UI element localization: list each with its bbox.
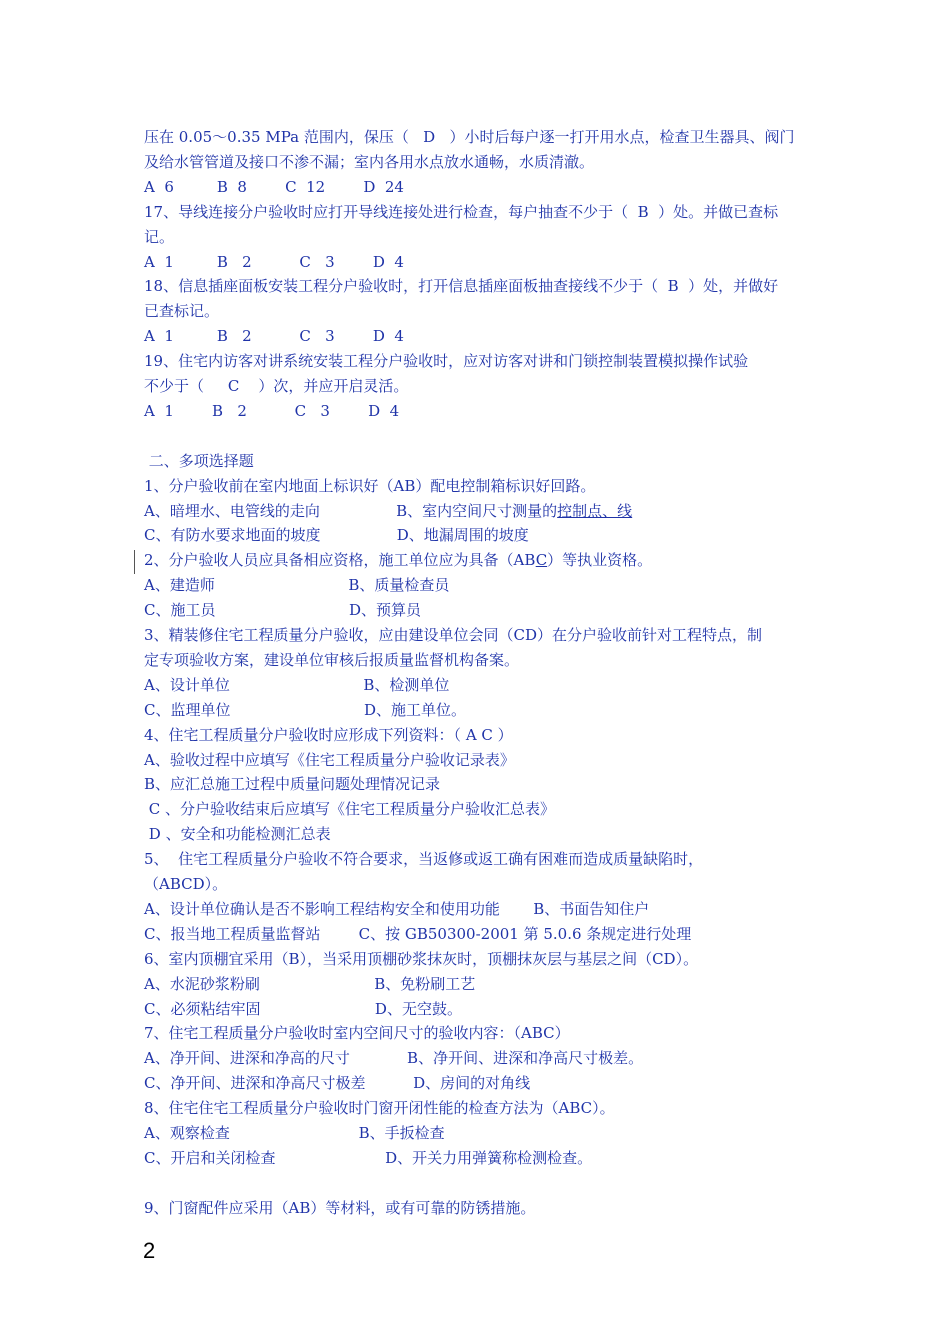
text-segment: 19、住宅内访客对讲系统安装工程分户验收时，应对访客对讲和门锁控制装置模拟操作试验 — [144, 352, 749, 371]
text-line — [144, 250, 814, 275]
text-segment: 6、室内顶棚宜采用（B），当采用顶棚砂浆抹灰时，顶棚抹灰层与基层之间（CD）。 — [144, 949, 699, 968]
text-line — [144, 648, 814, 673]
text-segment: （ABCD）。 — [144, 875, 228, 893]
text-line — [144, 947, 814, 972]
text-segment: 18、信息插座面板安装工程分户验收时，打开信息插座面板抽查接线不少于（ B ）处，并做好 — [144, 277, 779, 296]
text-line — [144, 922, 814, 947]
text-line — [144, 523, 814, 548]
text-segment: A、设计单位 B、检测单位 — [144, 675, 450, 694]
text-line — [144, 274, 814, 299]
text-segment: C 、分户验收结束后应填写《住宅工程质量分户验收汇总表》 — [144, 800, 556, 819]
text-segment: 二、多项选择题 — [144, 451, 254, 470]
text-line — [144, 1021, 814, 1046]
text-segment: A 6 B 8 C 12 D 24 — [144, 177, 404, 196]
text-segment: C、开启和关闭检查 D、开关力用弹簧称检测检查。 — [144, 1148, 593, 1167]
text-segment: A、水泥砂浆粉刷 B、免粉刷工艺 — [144, 974, 476, 993]
text-line — [144, 623, 814, 648]
text-line — [144, 499, 814, 524]
text-line — [144, 822, 814, 847]
text-line — [144, 225, 814, 250]
text-segment: 2、分户验收人员应具备相应资格，施工单位应为具备（AB — [144, 551, 536, 570]
page-number: 2 — [143, 1238, 156, 1263]
text-segment: A、净开间、进深和净高的尺寸 B、净开间、进深和净高尺寸极差。 — [144, 1049, 644, 1068]
text-line — [144, 548, 814, 573]
text-segment: C、监理单位 D、施工单位。 — [144, 700, 467, 719]
text-segment: 3、精装修住宅工程质量分户验收，应由建设单位会同（CD）在分户验收前针对工程特点，制 — [144, 626, 763, 644]
text-segment: 8、住宅住宅工程质量分户验收时门窗开闭性能的检查方法为（ABC）。 — [144, 1099, 615, 1118]
text-segment: 9、门窗配件应采用（AB）等材料，或有可靠的防锈措施。 — [144, 1198, 536, 1217]
text-line — [144, 1071, 814, 1096]
text-segment: 17、导线连接分户验收时应打开导线连接处进行检查，每户抽查不少于（ B ）处。并做已查标 — [144, 202, 779, 221]
text-segment: A 1 B 2 C 3 D 4 — [144, 401, 400, 420]
text-line — [144, 399, 814, 424]
text-segment: A、观察检查 B、手扳检查 — [144, 1124, 445, 1142]
text-line — [144, 972, 814, 997]
text-line — [144, 573, 814, 598]
text-line — [144, 698, 814, 723]
text-line — [144, 175, 814, 200]
text-segment: 记。 — [144, 227, 175, 246]
text-line — [144, 797, 814, 822]
text-segment: A 1 B 2 C 3 D 4 — [144, 252, 404, 271]
text-segment: 压在 0.05～0.35 MPa 范围内，保压（ D ）小时后每户逐一打开用水点，检查卫生器具、阀门 — [144, 128, 795, 146]
text-line — [144, 872, 814, 897]
text-line — [144, 299, 814, 324]
text-line — [144, 150, 814, 175]
text-line — [144, 374, 814, 399]
text-line — [144, 772, 814, 797]
text-line — [144, 1121, 814, 1146]
text-line — [144, 723, 814, 748]
text-segment: A、设计单位确认是否不影响工程结构安全和使用功能 B、书面告知住户 — [144, 899, 650, 918]
text-segment: A、验收过程中应填写《住宅工程质量分户验收记录表》 — [144, 750, 515, 769]
text-line — [144, 673, 814, 698]
text-segment: 不少于（ C ）次，并应开启灵活。 — [144, 377, 409, 395]
text-segment: 定专项验收方案，建设单位审核后报质量监督机构备案。 — [144, 650, 520, 669]
text-line — [144, 748, 814, 773]
text-line — [144, 349, 814, 374]
text-line — [144, 474, 814, 499]
text-line — [144, 1096, 814, 1121]
text-segment: C、必须粘结牢固 D、无空鼓。 — [144, 999, 462, 1018]
text-segment: C、净开间、进深和净高尺寸极差 D、房间的对角线 — [144, 1074, 531, 1093]
underlined-text: C — [535, 551, 548, 570]
text-segment: ）等执业资格。 — [547, 551, 653, 570]
text-segment: 及给水管管道及接口不渗不漏；室内各用水点放水通畅，水质清澈。 — [144, 152, 595, 171]
text-line — [144, 324, 814, 349]
text-segment: D 、安全和功能检测汇总表 — [144, 825, 331, 844]
text-line — [144, 200, 814, 225]
text-line — [144, 449, 814, 474]
text-line — [144, 1046, 814, 1071]
text-segment: 7、住宅工程质量分户验收时室内空间尺寸的验收内容：（ABC） — [144, 1024, 570, 1043]
text-line — [144, 897, 814, 922]
underlined-text: 控制点、线 — [557, 501, 633, 520]
text-line — [144, 1146, 814, 1171]
text-segment: 1、分户验收前在室内地面上标识好（AB）配电控制箱标识好回路。 — [144, 476, 596, 495]
revision-bar — [134, 550, 135, 574]
text-line — [144, 997, 814, 1022]
text-segment: A、建造师 B、质量检查员 — [144, 576, 450, 595]
text-segment: 5、 住宅工程质量分户验收不符合要求，当返修或返工确有困难而造成质量缺陷时， — [144, 850, 704, 869]
text-line — [144, 125, 814, 150]
text-segment: A、暗埋水、电管线的走向 B、室内空间尺寸测量的 — [144, 501, 558, 520]
text-line — [144, 847, 814, 872]
text-segment: A 1 B 2 C 3 D 4 — [144, 327, 404, 346]
text-segment: 4、住宅工程质量分户验收时应形成下列资料：（ A C ） — [144, 725, 513, 744]
text-segment: C、报当地工程质量监督站 C、按 GB50300-2001 第 5.0.6 条规定进行处理 — [144, 924, 692, 943]
text-line — [144, 598, 814, 623]
text-segment: B、应汇总施工过程中质量问题处理情况记录 — [144, 775, 441, 794]
text-segment: 已查标记。 — [144, 302, 220, 321]
text-segment: C、施工员 D、预算员 — [144, 601, 422, 620]
text-segment: C、有防水要求地面的坡度 D、地漏周围的坡度 — [144, 526, 529, 545]
text-line — [144, 1196, 814, 1221]
